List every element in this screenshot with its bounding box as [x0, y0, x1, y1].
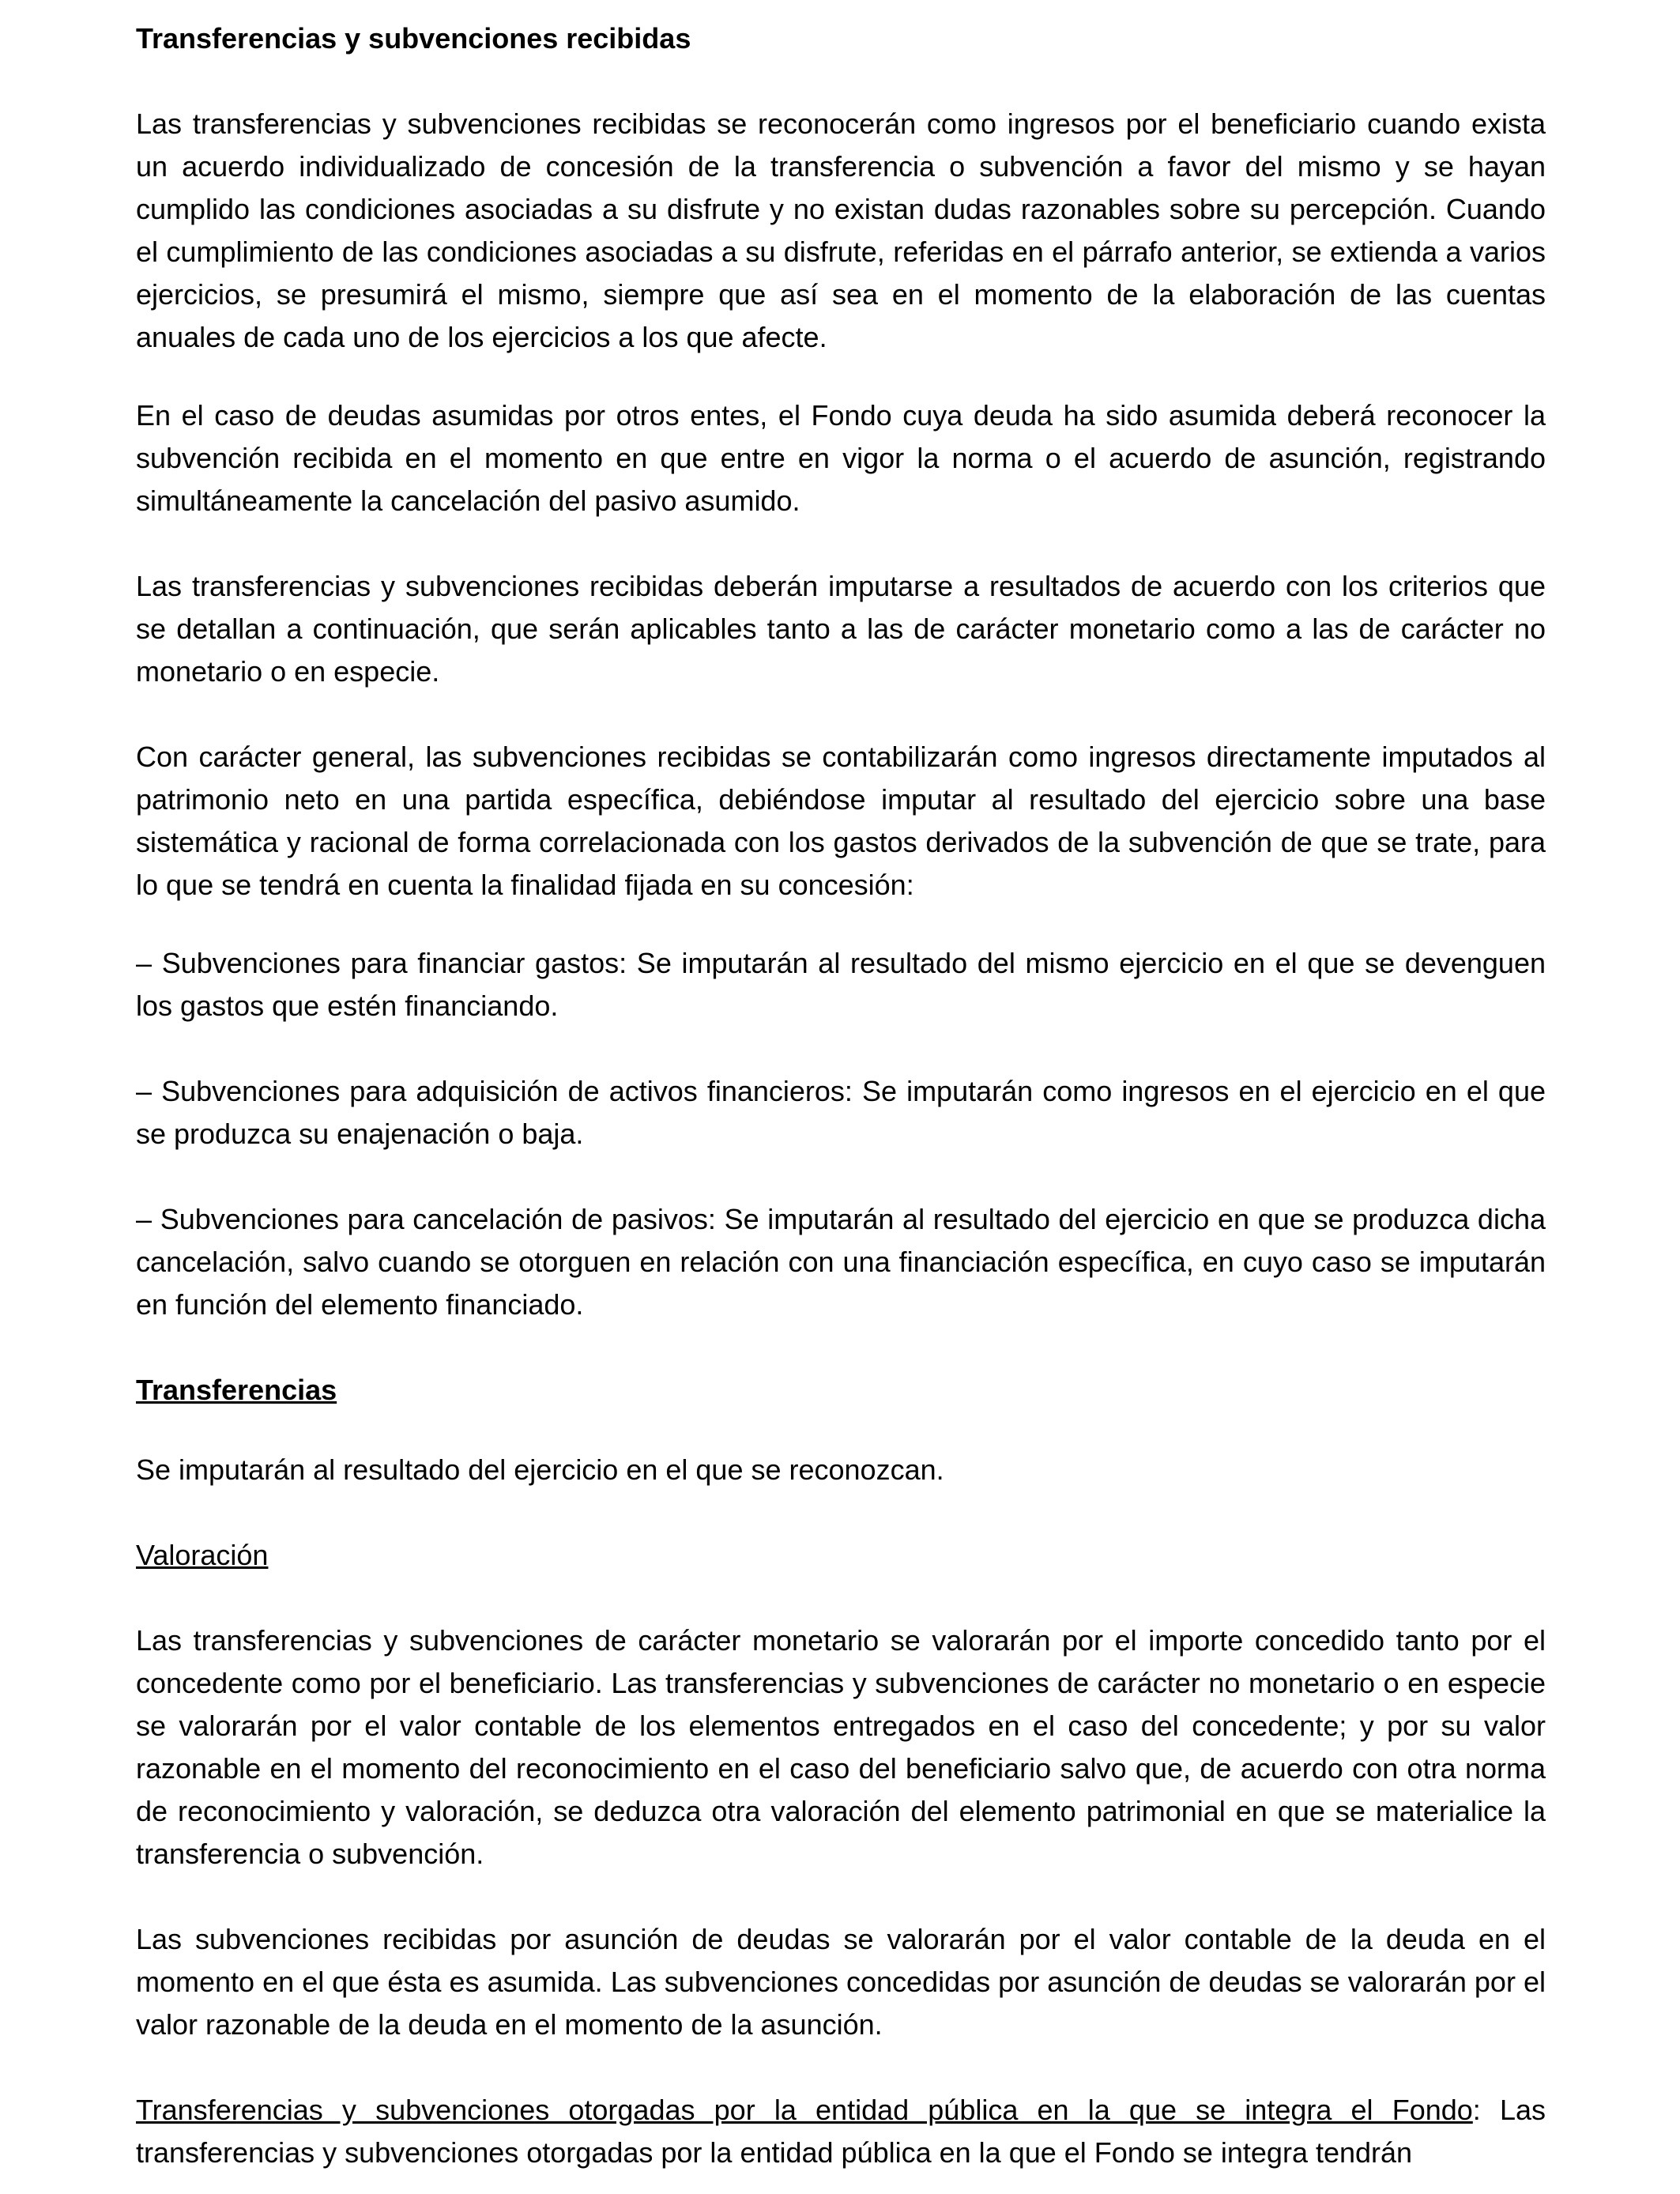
list-item-financial-assets: – Subvenciones para adquisición de activos financieros: Se imputarán como ingresos en el ejercicio en el que se produzca su enajenación o baja.: [136, 1075, 1546, 1150]
list-item-expenses: – Subvenciones para financiar gastos: Se imputarán al resultado del mismo ejercicio en el que se devenguen los gastos que estén financiando.: [136, 947, 1546, 1022]
paragraph-recognition: Las transferencias y subvenciones recibidas se reconocerán como ingresos por el beneficiario cuando exista un acuerdo individualizado de concesión de la transferencia o subvención a favor del mismo y se hayan cumplido las condiciones asociadas a su disfrute y no existan dudas razonables sobre su percepción. Cuando el cumplimiento de las condiciones asociadas a su disfrute, referidas en el párrafo anterior, se extienda a varios ejercicios, se presumirá el mismo, siempre que así sea en el momento de la elaboración de las cuentas anuales de cada uno de los ejercicios a los que afecte.: [136, 107, 1546, 353]
document-title: Transferencias y subvenciones recibidas: [136, 22, 691, 55]
valoracion-heading: Valoración: [136, 1539, 269, 1571]
paragraph-assumed-debts: En el caso de deudas asumidas por otros entes, el Fondo cuya deuda ha sido asumida deberá reconocer la subvención recibida en el momento en que entre en vigor la norma o el acuerdo de asunción, registrando simultáneamente la cancelación del pasivo asumido.: [136, 399, 1546, 517]
final-text: : Las transferencias y subvenciones otorgadas por la entidad pública en la que el Fondo se integra tendrán: [136, 2094, 1546, 2169]
valoracion-paragraph-2: Las subvenciones recibidas por asunción de deudas se valorarán por el valor contable de la deuda en el momento en el que ésta es asumida. Las subvenciones concedidas por asunción de deudas se valorarán por el valor razonable de la deuda en el momento de la asunción.: [136, 1923, 1546, 2041]
paragraph-general-rule: Con carácter general, las subvenciones recibidas se contabilizarán como ingresos directamente imputados al patrimonio neto en una partida específica, debiéndose imputar al resultado del ejercicio sobre una base sistemática y racional de forma correlacionada con los gastos derivados de la subvención de que se trate, para lo que se tendrá en cuenta la finalidad fijada en su concesión:: [136, 741, 1546, 901]
document-page: [136, 17, 1546, 2174]
paragraph-imputation-criteria: Las transferencias y subvenciones recibidas deberán imputarse a resultados de acuerdo con los criterios que se detallan a continuación, que serán aplicables tanto a las de carácter monetario como a las de carácter no monetario o en especie.: [136, 570, 1546, 688]
final-paragraph: [136, 2089, 1546, 2174]
list-item-liabilities: – Subvenciones para cancelación de pasivos: Se imputarán al resultado del ejercicio en que se produzca dicha cancelación, salvo cuando se otorguen en relación con una financiación específica, en cuyo caso se imputarán en función del elemento financiado.: [136, 1203, 1546, 1321]
transferencias-heading: Transferencias: [136, 1374, 337, 1406]
final-underlined-heading: Transferencias y subvenciones otorgadas por la entidad pública en la que se integra el Fondo: [136, 2094, 1473, 2126]
transferencias-text: Se imputarán al resultado del ejercicio en el que se reconozcan.: [136, 1453, 944, 1486]
valoracion-paragraph-1: Las transferencias y subvenciones de carácter monetario se valorarán por el importe concedido tanto por el concedente como por el beneficiario. Las transferencias y subvenciones de carácter no monetario o en especie se valorarán por el valor contable de los elementos entregados en el caso del concedente; y por su valor razonable en el momento del reconocimiento en el caso del beneficiario salvo que, de acuerdo con otra norma de reconocimiento y valoración, se deduzca otra valoración del elemento patrimonial en que se materialice la transferencia o subvención.: [136, 1624, 1546, 1870]
